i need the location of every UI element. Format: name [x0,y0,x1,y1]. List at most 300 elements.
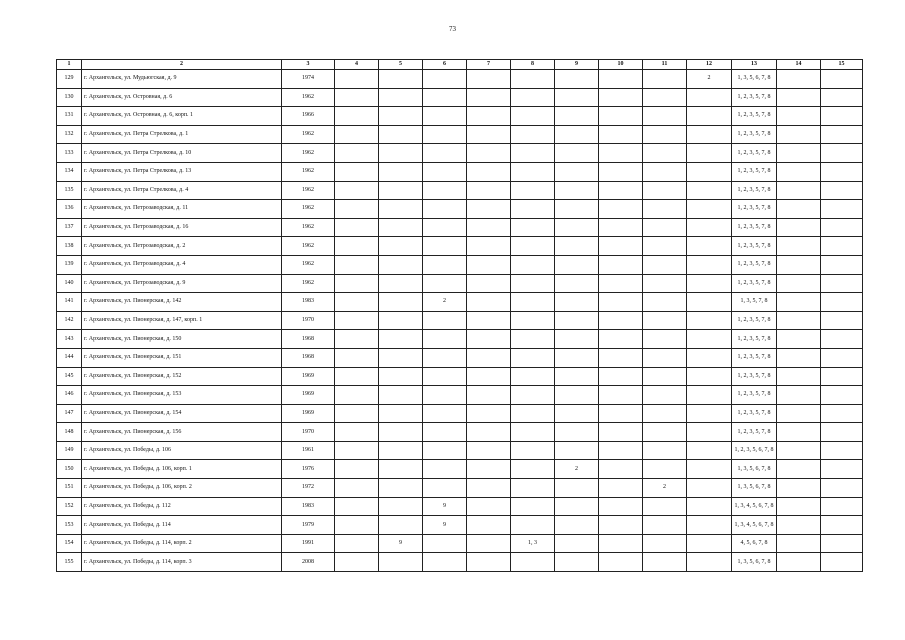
cell-col-10 [599,107,643,126]
table-row [57,460,863,479]
cell-col-14 [777,200,821,219]
cell-col-9 [555,274,599,293]
cell-col-4 [335,70,379,89]
cell-col-1: 139 [57,255,82,274]
cell-col-12 [687,460,732,479]
column-header-15: 15 [821,60,863,70]
cell-col-15 [821,125,863,144]
cell-col-11 [643,534,687,553]
cell-col-3: 1962 [282,144,335,163]
cell-col-11 [643,330,687,349]
cell-col-7 [467,348,511,367]
cell-col-8 [511,144,555,163]
table-row [57,237,863,256]
cell-col-6 [423,181,467,200]
cell-col-5 [379,162,423,181]
cell-col-11 [643,274,687,293]
cell-col-13: 1, 3, 5, 7, 8 [732,293,777,312]
cell-col-7 [467,88,511,107]
cell-col-5 [379,479,423,498]
cell-col-5 [379,218,423,237]
cell-col-12 [687,125,732,144]
cell-col-7 [467,181,511,200]
cell-col-7 [467,386,511,405]
cell-col-3: 1969 [282,404,335,423]
cell-col-14 [777,441,821,460]
cell-col-14 [777,88,821,107]
cell-col-3: 1962 [282,88,335,107]
cell-col-7 [467,144,511,163]
cell-col-12 [687,441,732,460]
cell-col-4 [335,293,379,312]
cell-col-12 [687,274,732,293]
cell-col-8 [511,162,555,181]
cell-col-4 [335,181,379,200]
table-row [57,497,863,516]
table-row [57,330,863,349]
cell-col-9 [555,218,599,237]
cell-col-7 [467,441,511,460]
cell-col-14 [777,516,821,535]
cell-col-4 [335,460,379,479]
cell-col-9 [555,516,599,535]
cell-col-5 [379,367,423,386]
cell-col-6 [423,423,467,442]
cell-col-11 [643,441,687,460]
cell-col-5 [379,293,423,312]
cell-col-14 [777,255,821,274]
cell-col-8 [511,200,555,219]
cell-col-11 [643,404,687,423]
cell-col-4 [335,348,379,367]
cell-col-6 [423,553,467,572]
cell-col-5 [379,107,423,126]
table-header [57,60,863,70]
cell-col-1: 131 [57,107,82,126]
cell-col-8 [511,107,555,126]
cell-col-11 [643,460,687,479]
cell-col-8 [511,330,555,349]
cell-col-12 [687,311,732,330]
cell-col-5 [379,460,423,479]
table-row [57,125,863,144]
column-header-13: 13 [732,60,777,70]
cell-col-2: г. Архангельск, ул. Победы, д. 114 [82,516,282,535]
column-header-8: 8 [511,60,555,70]
cell-col-13: 1, 2, 3, 5, 7, 8 [732,162,777,181]
cell-col-4 [335,237,379,256]
cell-col-2: г. Архангельск, ул. Петра Стрелкова, д. 13 [82,162,282,181]
cell-col-2: г. Архангельск, ул. Петра Стрелкова, д. 1 [82,125,282,144]
cell-col-1: 150 [57,460,82,479]
cell-col-14 [777,404,821,423]
cell-col-2: г. Архангельск, ул. Победы, д. 106, корп. 1 [82,460,282,479]
cell-col-14 [777,237,821,256]
cell-col-7 [467,423,511,442]
cell-col-15 [821,423,863,442]
cell-col-7 [467,107,511,126]
cell-col-2: г. Архангельск, ул. Победы, д. 106 [82,441,282,460]
cell-col-1: 147 [57,404,82,423]
cell-col-13: 1, 2, 3, 5, 7, 8 [732,311,777,330]
cell-col-2: г. Архангельск, ул. Петрозаводская, д. 4 [82,255,282,274]
cell-col-5 [379,311,423,330]
cell-col-10 [599,534,643,553]
cell-col-5 [379,330,423,349]
cell-col-14 [777,330,821,349]
cell-col-15 [821,386,863,405]
cell-col-6 [423,125,467,144]
cell-col-15 [821,330,863,349]
cell-col-13: 1, 2, 3, 5, 7, 8 [732,367,777,386]
cell-col-7 [467,534,511,553]
cell-col-13: 1, 2, 3, 5, 7, 8 [732,200,777,219]
cell-col-2: г. Архангельск, ул. Пионерская, д. 154 [82,404,282,423]
cell-col-8 [511,181,555,200]
cell-col-12 [687,255,732,274]
cell-col-9 [555,237,599,256]
cell-col-3: 1972 [282,479,335,498]
cell-col-3: 1991 [282,534,335,553]
cell-col-7 [467,497,511,516]
cell-col-11 [643,293,687,312]
column-header-4: 4 [335,60,379,70]
cell-col-1: 145 [57,367,82,386]
cell-col-13: 1, 3, 4, 5, 6, 7, 8 [732,497,777,516]
cell-col-7 [467,293,511,312]
cell-col-13: 1, 2, 3, 5, 7, 8 [732,181,777,200]
cell-col-4 [335,423,379,442]
cell-col-11 [643,553,687,572]
cell-col-13: 1, 2, 3, 5, 7, 8 [732,348,777,367]
housing-table [56,59,863,572]
cell-col-6 [423,237,467,256]
cell-col-3: 1969 [282,386,335,405]
cell-col-10 [599,330,643,349]
table-row [57,181,863,200]
cell-col-7 [467,460,511,479]
cell-col-12 [687,330,732,349]
cell-col-1: 134 [57,162,82,181]
cell-col-9: 2 [555,460,599,479]
cell-col-3: 1976 [282,460,335,479]
cell-col-15 [821,293,863,312]
table-row [57,274,863,293]
cell-col-9 [555,497,599,516]
cell-col-3: 1970 [282,311,335,330]
cell-col-5 [379,497,423,516]
cell-col-14 [777,107,821,126]
cell-col-15 [821,516,863,535]
cell-col-15 [821,162,863,181]
cell-col-6: 9 [423,516,467,535]
cell-col-10 [599,497,643,516]
cell-col-1: 153 [57,516,82,535]
cell-col-3: 1974 [282,70,335,89]
cell-col-14 [777,423,821,442]
cell-col-2: г. Архангельск, ул. Пионерская, д. 153 [82,386,282,405]
cell-col-10 [599,553,643,572]
cell-col-5: 9 [379,534,423,553]
cell-col-6 [423,107,467,126]
cell-col-12 [687,553,732,572]
table-row [57,404,863,423]
cell-col-3: 1968 [282,330,335,349]
cell-col-3: 1969 [282,367,335,386]
cell-col-13: 4, 5, 6, 7, 8 [732,534,777,553]
cell-col-15 [821,348,863,367]
cell-col-9 [555,144,599,163]
table-row [57,348,863,367]
cell-col-9 [555,162,599,181]
cell-col-15 [821,311,863,330]
cell-col-4 [335,441,379,460]
cell-col-6 [423,330,467,349]
cell-col-3: 2008 [282,553,335,572]
column-header-14: 14 [777,60,821,70]
cell-col-2: г. Архангельск, ул. Пионерская, д. 147, корп. 1 [82,311,282,330]
cell-col-4 [335,386,379,405]
cell-col-8 [511,125,555,144]
cell-col-9 [555,479,599,498]
cell-col-13: 1, 2, 3, 5, 7, 8 [732,423,777,442]
cell-col-4 [335,200,379,219]
cell-col-8 [511,386,555,405]
cell-col-14 [777,311,821,330]
cell-col-2: г. Архангельск, ул. Петра Стрелкова, д. 10 [82,144,282,163]
cell-col-15 [821,144,863,163]
cell-col-7 [467,218,511,237]
cell-col-14 [777,553,821,572]
cell-col-8 [511,293,555,312]
cell-col-13: 1, 3, 5, 6, 7, 8 [732,479,777,498]
cell-col-7 [467,311,511,330]
cell-col-13: 1, 3, 5, 6, 7, 8 [732,460,777,479]
table-row [57,88,863,107]
cell-col-9 [555,311,599,330]
cell-col-8 [511,218,555,237]
cell-col-9 [555,255,599,274]
cell-col-3: 1962 [282,274,335,293]
cell-col-6: 9 [423,497,467,516]
cell-col-9 [555,404,599,423]
table-row [57,534,863,553]
cell-col-9 [555,88,599,107]
cell-col-4 [335,311,379,330]
cell-col-8 [511,348,555,367]
cell-col-9 [555,293,599,312]
cell-col-2: г. Архангельск, ул. Мудьюгская, д. 9 [82,70,282,89]
cell-col-15 [821,107,863,126]
cell-col-3: 1962 [282,237,335,256]
cell-col-15 [821,218,863,237]
cell-col-12 [687,386,732,405]
cell-col-5 [379,144,423,163]
cell-col-14 [777,497,821,516]
cell-col-10 [599,386,643,405]
cell-col-14 [777,386,821,405]
cell-col-3: 1966 [282,107,335,126]
cell-col-3: 1968 [282,348,335,367]
cell-col-10 [599,479,643,498]
cell-col-2: г. Архангельск, ул. Победы, д. 106, корп. 2 [82,479,282,498]
cell-col-12 [687,534,732,553]
cell-col-5 [379,200,423,219]
cell-col-11 [643,200,687,219]
cell-col-12 [687,237,732,256]
column-header-9: 9 [555,60,599,70]
cell-col-11 [643,181,687,200]
cell-col-2: г. Архангельск, ул. Пионерская, д. 156 [82,423,282,442]
table-row [57,553,863,572]
cell-col-4 [335,404,379,423]
table-row [57,293,863,312]
cell-col-5 [379,125,423,144]
cell-col-11 [643,516,687,535]
cell-col-7 [467,516,511,535]
cell-col-1: 146 [57,386,82,405]
column-header-6: 6 [423,60,467,70]
cell-col-2: г. Архангельск, ул. Островная, д. 6 [82,88,282,107]
column-header-5: 5 [379,60,423,70]
cell-col-1: 138 [57,237,82,256]
cell-col-6: 2 [423,293,467,312]
cell-col-11 [643,218,687,237]
cell-col-5 [379,255,423,274]
cell-col-3: 1983 [282,293,335,312]
cell-col-4 [335,534,379,553]
column-header-10: 10 [599,60,643,70]
cell-col-3: 1962 [282,255,335,274]
cell-col-3: 1979 [282,516,335,535]
cell-col-1: 151 [57,479,82,498]
cell-col-14 [777,162,821,181]
cell-col-13: 1, 2, 3, 5, 7, 8 [732,404,777,423]
cell-col-12 [687,293,732,312]
cell-col-15 [821,237,863,256]
cell-col-2: г. Архангельск, ул. Пионерская, д. 151 [82,348,282,367]
cell-col-11 [643,423,687,442]
cell-col-10 [599,162,643,181]
column-header-12: 12 [687,60,732,70]
cell-col-5 [379,274,423,293]
cell-col-6 [423,460,467,479]
cell-col-5 [379,516,423,535]
cell-col-10 [599,70,643,89]
table-row [57,441,863,460]
cell-col-7 [467,237,511,256]
cell-col-1: 130 [57,88,82,107]
cell-col-3: 1962 [282,200,335,219]
cell-col-7 [467,367,511,386]
cell-col-1: 149 [57,441,82,460]
cell-col-13: 1, 2, 3, 5, 7, 8 [732,144,777,163]
column-header-11: 11 [643,60,687,70]
cell-col-5 [379,386,423,405]
cell-col-1: 143 [57,330,82,349]
cell-col-4 [335,255,379,274]
cell-col-14 [777,293,821,312]
cell-col-12 [687,348,732,367]
cell-col-14 [777,274,821,293]
cell-col-13: 1, 2, 3, 5, 7, 8 [732,386,777,405]
cell-col-13: 1, 2, 3, 5, 7, 8 [732,88,777,107]
cell-col-13: 1, 2, 3, 5, 7, 8 [732,218,777,237]
cell-col-9 [555,423,599,442]
cell-col-8 [511,553,555,572]
cell-col-1: 133 [57,144,82,163]
cell-col-3: 1962 [282,218,335,237]
cell-col-10 [599,181,643,200]
cell-col-3: 1983 [282,497,335,516]
cell-col-1: 137 [57,218,82,237]
cell-col-15 [821,274,863,293]
table-row [57,367,863,386]
cell-col-2: г. Архангельск, ул. Петрозаводская, д. 2 [82,237,282,256]
cell-col-5 [379,553,423,572]
cell-col-5 [379,181,423,200]
cell-col-13: 1, 2, 3, 5, 7, 8 [732,107,777,126]
cell-col-14 [777,534,821,553]
cell-col-11 [643,348,687,367]
cell-col-8 [511,423,555,442]
cell-col-14 [777,144,821,163]
table-row [57,144,863,163]
cell-col-8 [511,70,555,89]
cell-col-9 [555,367,599,386]
cell-col-10 [599,367,643,386]
cell-col-4 [335,330,379,349]
column-header-1: 1 [57,60,82,70]
cell-col-6 [423,367,467,386]
cell-col-9 [555,125,599,144]
cell-col-14 [777,367,821,386]
cell-col-4 [335,367,379,386]
cell-col-6 [423,404,467,423]
cell-col-5 [379,88,423,107]
cell-col-8 [511,274,555,293]
cell-col-5 [379,70,423,89]
cell-col-1: 144 [57,348,82,367]
cell-col-1: 152 [57,497,82,516]
cell-col-9 [555,330,599,349]
table-row [57,70,863,89]
cell-col-6 [423,441,467,460]
cell-col-6 [423,255,467,274]
cell-col-12 [687,107,732,126]
cell-col-9 [555,441,599,460]
cell-col-8 [511,311,555,330]
cell-col-10 [599,274,643,293]
cell-col-12 [687,144,732,163]
table-body [57,70,863,572]
cell-col-6 [423,70,467,89]
cell-col-11 [643,70,687,89]
table-row [57,479,863,498]
cell-col-10 [599,200,643,219]
cell-col-10 [599,311,643,330]
cell-col-7 [467,274,511,293]
table-row [57,107,863,126]
column-header-7: 7 [467,60,511,70]
cell-col-4 [335,88,379,107]
cell-col-12 [687,88,732,107]
cell-col-4 [335,516,379,535]
table-row [57,386,863,405]
cell-col-6 [423,162,467,181]
cell-col-7 [467,479,511,498]
cell-col-12 [687,162,732,181]
